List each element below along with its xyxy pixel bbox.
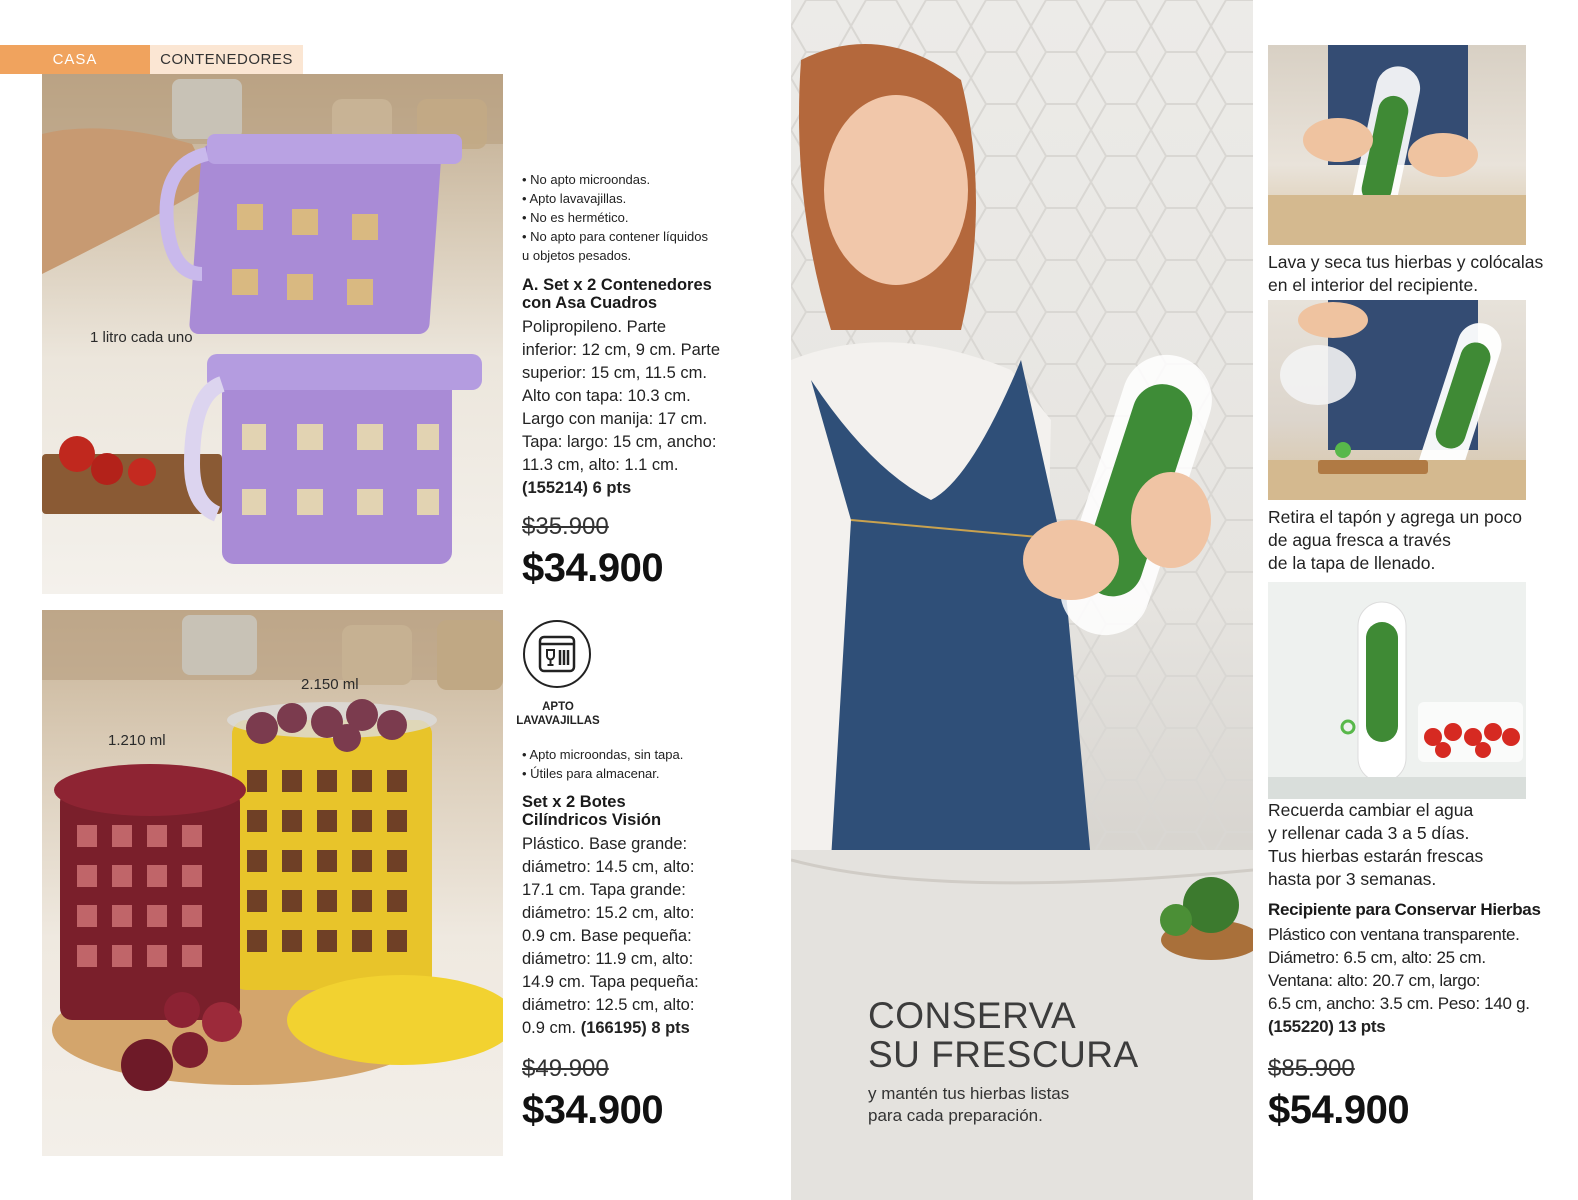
product-b-description [522,833,699,1040]
dishwasher-badge [523,620,591,688]
desc-line: 6.5 cm, ancho: 3.5 cm. Peso: 140 g. [1268,994,1530,1013]
desc-line: Largo con manija: 17 cm. [522,410,708,428]
desc-line: Tapa: largo: 15 cm, ancho: [522,433,717,451]
desc-line: Plástico con ventana transparente. [1268,925,1520,944]
desc-line: Plástico. Base grande: [522,835,688,853]
product-b-old-price: $49.900 [522,1055,609,1082]
step-line: de agua fresca a través [1268,530,1451,550]
fridge-storage-illustration [1268,582,1526,799]
step-3-text [1268,799,1483,891]
step-2-photo [1268,300,1526,500]
subcategory-tab-contenedores[interactable]: CONTENEDORES [150,45,303,74]
product-b-title [522,793,661,829]
headline-line: CONSERVA [868,995,1077,1036]
step-3-photo [1268,582,1526,799]
step-2-text [1268,506,1522,575]
desc-line: 0.9 cm. Base pequeña: [522,927,692,945]
category-tab-casa[interactable]: CASA [0,45,150,74]
dishwasher-label [510,700,606,728]
step-line: de la tapa de llenado. [1268,553,1436,573]
product-c-new-price: $54.900 [1268,1088,1410,1132]
product-b-photo [42,610,503,1156]
desc-line: diámetro: 12.5 cm, alto: [522,996,695,1014]
desc-line: 0.9 cm. [522,1019,577,1037]
large-capacity-label: 2.150 ml [301,676,359,693]
feature-item: u objetos pesados. [522,248,632,263]
step-line: Recuerda cambiar el agua [1268,800,1474,820]
step-line: y rellenar cada 3 a 5 días. [1268,823,1470,843]
badge-line: LAVAVAJILLAS [516,715,600,727]
desc-line: diámetro: 15.2 cm, alto: [522,904,695,922]
product-a-features [522,170,708,265]
product-c-title: Recipiente para Conservar Hierbas [1268,900,1541,919]
headline-line: SU FRESCURA [868,1034,1139,1075]
step-line: en el interior del recipiente. [1268,275,1479,295]
title-line: Cilíndricos Visión [522,811,662,829]
canisters-illustration [42,610,503,1156]
small-capacity-label: 1.210 ml [108,732,166,749]
desc-line: Polipropileno. Parte [522,318,667,336]
desc-line: 11.3 cm, alto: 1.1 cm. [522,456,679,474]
product-a-new-price: $34.900 [522,546,664,590]
title-line: con Asa Cuadros [522,294,658,312]
water-pouring-illustration [1268,300,1526,500]
step-line: Retira el tapón y agrega un poco [1268,507,1522,527]
subheadline-line: y mantén tus hierbas listas [868,1084,1070,1103]
desc-line: superior: 15 cm, 11.5 cm. [522,364,707,382]
desc-line: 14.9 cm. Tapa pequeña: [522,973,699,991]
desc-line: inferior: 12 cm, 9 cm. Parte [522,341,721,359]
desc-line: Alto con tapa: 10.3 cm. [522,387,691,405]
capacity-label: 1 litro cada uno [90,329,193,346]
step-line: Tus hierbas estarán frescas [1268,846,1484,866]
feature-item: • Apto lavavajillas. [522,191,627,206]
title-line: A. Set x 2 Contenedores [522,276,712,294]
feature-item: • No apto microondas. [522,172,651,187]
product-c-description [1268,923,1530,1038]
product-b-features [522,745,683,783]
title-line: Set x 2 Botes [522,793,626,811]
dishwasher-icon [537,634,577,674]
product-c-old-price: $85.900 [1268,1055,1355,1082]
step-line: hasta por 3 semanas. [1268,869,1437,889]
feature-item: • Apto microondas, sin tapa. [522,747,684,762]
desc-line: Ventana: alto: 20.7 cm, largo: [1268,971,1481,990]
product-code: (155214) 6 pts [522,479,632,497]
product-b-new-price: $34.900 [522,1088,664,1132]
step-1-photo [1268,45,1526,245]
herb-washing-illustration [1268,45,1526,245]
desc-line: Diámetro: 6.5 cm, alto: 25 cm. [1268,948,1486,967]
desc-line: diámetro: 14.5 cm, alto: [522,858,695,876]
step-line: Lava y seca tus hierbas y colócalas [1268,252,1544,272]
feature-item: • No apto para contener líquidos [522,229,708,244]
product-code: (155220) 13 pts [1268,1017,1386,1036]
feature-item: • No es hermético. [522,210,629,225]
product-a-description [522,316,720,500]
desc-line: 17.1 cm. Tapa grande: [522,881,686,899]
product-code: (166195) 8 pts [580,1019,690,1037]
badge-line: APTO [542,701,574,713]
desc-line: diámetro: 11.9 cm, alto: [522,950,694,968]
hero-subheadline [868,1083,1069,1127]
subheadline-line: para cada preparación. [868,1106,1043,1125]
feature-item: • Útiles para almacenar. [522,766,660,781]
step-1-text [1268,251,1543,297]
hero-headline [868,996,1139,1074]
product-a-old-price: $35.900 [522,513,609,540]
product-a-title [522,276,712,312]
